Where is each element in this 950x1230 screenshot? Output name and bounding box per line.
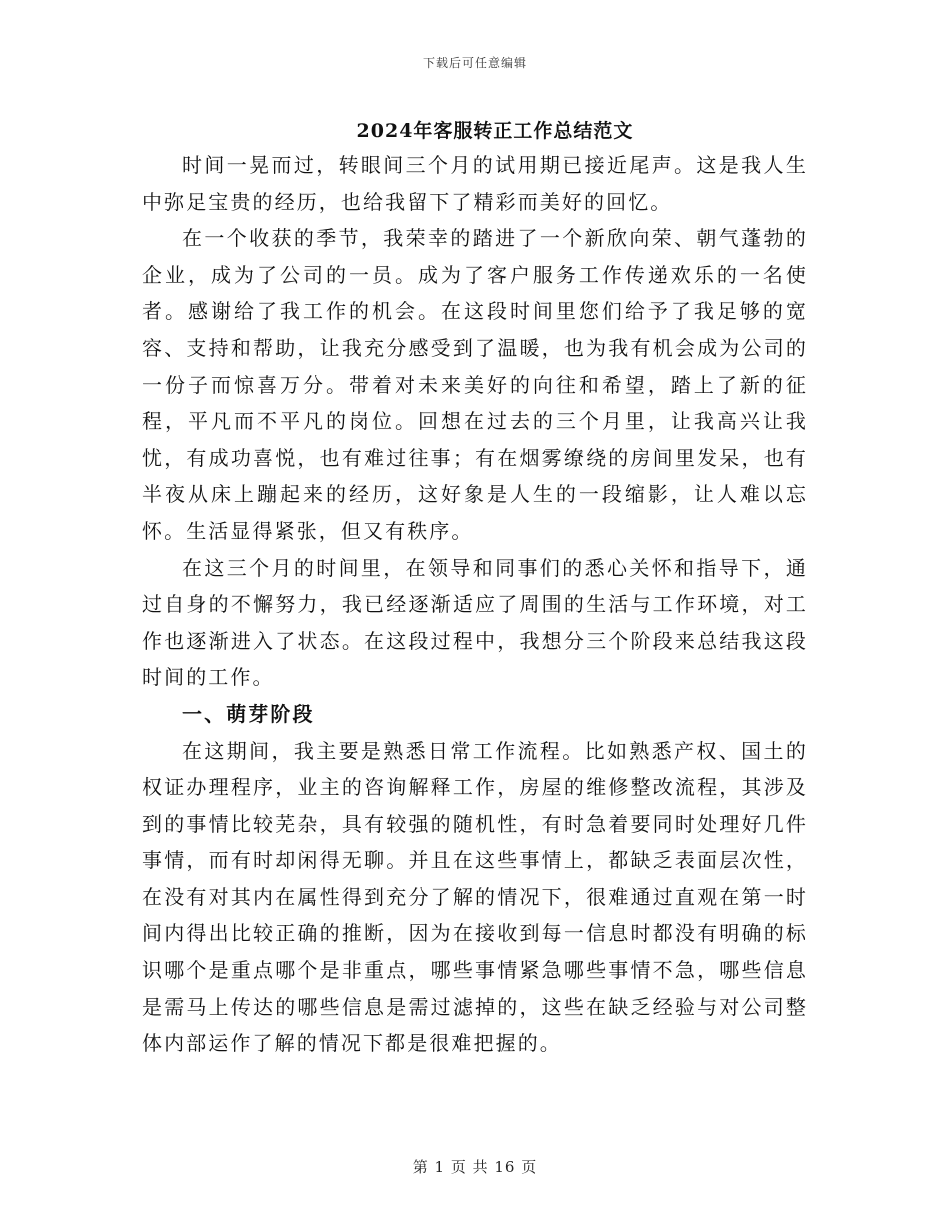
header-note: 下载后可任意编辑 <box>422 56 527 70</box>
document-body <box>142 147 808 1062</box>
paragraph-2: 在一个收获的季节，我荣幸的踏进了一个新欣向荣、朝气蓬勃的企业，成为了公司的一员。成为了客户服务工作传递欢乐的一名使者。感谢给了我工作的机会。在这段时间里您们给予了我足够的宽容、支持和帮助，让我充分感受到了温暖，也为我有机会成为公司的一份子而惊喜万分。带着对未来美好的向往和希望，踏上了新的征程，平凡而不平凡的岗位。回想在过去的三个月里，让我高兴让我忧，有成功喜悦，也有难过往事；有在烟雾缭绕的房间里发呆，也有半夜从床上蹦起来的经历，这好象是人生的一段缩影，让人难以忘怀。生活显得紧张，但又有秩序。 <box>142 226 808 543</box>
document-title: 2024年客服转正工作总结范文 <box>356 120 634 142</box>
section-paragraph: 在这期间，我主要是熟悉日常工作流程。比如熟悉产权、国土的权证办理程序，业主的咨询解释工作，房屋的维修整改流程，其涉及到的事情比较芜杂，具有较强的随机性，有时急着要同时处理好几件事情，而有时却闲得无聊。并且在这些事情上，都缺乏表面层次性，在没有对其内在属性得到充分了解的情况下，很难通过直观在第一时间内得出比较正确的推断，因为在接收到每一信息时都没有明确的标识哪个是重点哪个是非重点，哪些事情紧急哪些事情不急，哪些信息是需马上传达的哪些信息是需过滤掉的，这些在缺乏经验与对公司整体内部运作了解的情况下都是很难把握的。 <box>142 738 808 1056</box>
page-number-footer: 第 1 页 共 16 页 <box>412 1158 538 1176</box>
paragraph-3: 在这三个月的时间里，在领导和同事们的悉心关怀和指导下，通过自身的不懈努力，我已经逐渐适应了周围的生活与工作环境，对工作也逐渐进入了状态。在这段过程中，我想分三个阶段来总结我这段时间的工作。 <box>142 555 808 690</box>
section-heading: 一、萌芽阶段 <box>182 701 315 726</box>
paragraph-1: 时间一晃而过，转眼间三个月的试用期已接近尾声。这是我人生中弥足宝贵的经历，也给我留下了精彩而美好的回忆。 <box>142 153 808 214</box>
